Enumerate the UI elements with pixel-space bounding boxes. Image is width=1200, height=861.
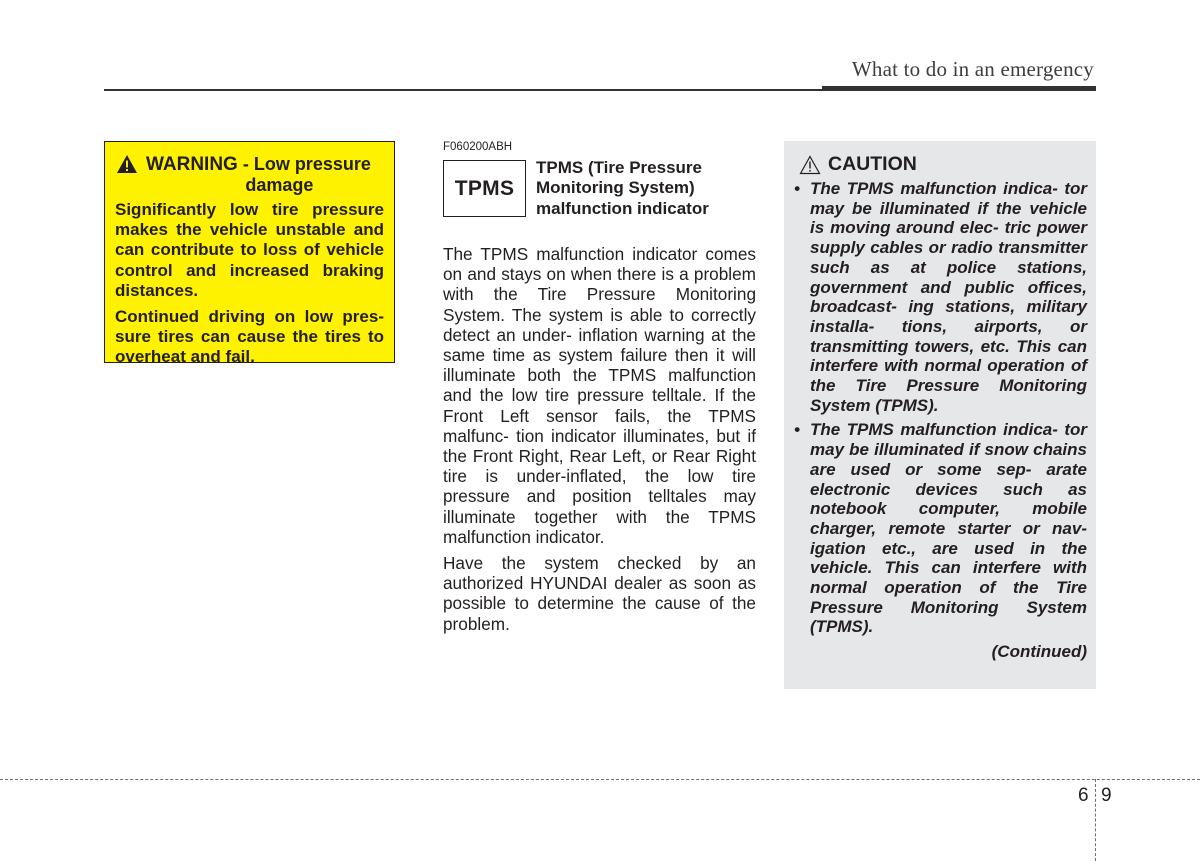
body-paragraph: Have the system checked by an authorized HYUNDAI dealer as soon as possible to determine the cause of the problem. (443, 553, 756, 634)
section-body (443, 244, 756, 640)
caution-box (784, 141, 1096, 689)
warning-word: WARNING (146, 154, 238, 175)
caution-item-text: The TPMS malfunction indica- tor may be illuminated if the vehicle is moving around elec- tric power supply cables or radio transmitter such as at police stations, government and public offices, broadcast- ing stations, military installa- tions, airports, or transmitting towers, etc. This can interfere with normal operation of the Tire Pressure Monitoring System (TPMS). (810, 179, 1087, 415)
footer-divider (0, 779, 1200, 780)
page-number: 9 (1101, 785, 1112, 806)
caution-item-text: The TPMS malfunction indica- tor may be illuminated if snow chains are used or some sep- arate electronic devices such as notebook computer, mobile charger, remote starter or nav- igation etc., are used in the vehicle. This can interfere with normal operation of the Tire Pressure Monitoring System (TPMS). (810, 420, 1087, 637)
header-rule-accent (822, 86, 1096, 91)
warning-paragraph: Continued driving on low pres- sure tires can cause the tires to overheat and fail. (115, 307, 384, 367)
warning-box (104, 141, 395, 367)
body-paragraph: The TPMS malfunction indicator comes on and stays on when there is a problem with the Tire Pressure Monitoring System. The system is able to correctly detect an under- inflation warning at the same time as system failure then it will illuminate both the TPMS malfunction and the low tire pressure telltale. If the Front Left sensor fails, the TPMS malfunc- tion indicator illuminates, but if the Front Right, Rear Left, or Rear Right tire is under-inflated, the low tire pressure and position telltales may illuminate together with the TPMS malfunction indicator. (443, 244, 756, 547)
tpms-indicator-symbol (443, 160, 526, 217)
warning-triangle-icon (116, 154, 138, 174)
footer-page-divider (1095, 779, 1096, 861)
caution-item (794, 179, 1087, 415)
warning-subtitle-part2: damage (245, 175, 314, 195)
caution-list (794, 179, 1087, 637)
caution-title: CAUTION (828, 153, 917, 175)
warning-subtitle-part1: - Low pressure (237, 154, 371, 174)
continued-note: (Continued) (991, 642, 1087, 662)
page-header-title: What to do in an emergency (851, 57, 1094, 81)
bullet-icon: • (794, 179, 800, 198)
chapter-number: 6 (1078, 785, 1089, 806)
tpms-indicator-label: TPMS (454, 176, 515, 200)
caution-triangle-icon (799, 155, 821, 175)
warning-paragraph: Significantly low tire pressure makes the vehicle unstable and can contribute to loss of vehicle control and increased braking distances. (115, 200, 384, 300)
section-heading: TPMS (Tire Pressure Monitoring System) malfunction indicator (536, 158, 709, 218)
caution-heading (794, 153, 1087, 176)
reference-code: F060200ABH (443, 141, 513, 153)
warning-title (146, 154, 371, 196)
caution-item (794, 420, 1087, 637)
warning-heading (115, 154, 384, 196)
bullet-icon: • (794, 420, 800, 440)
